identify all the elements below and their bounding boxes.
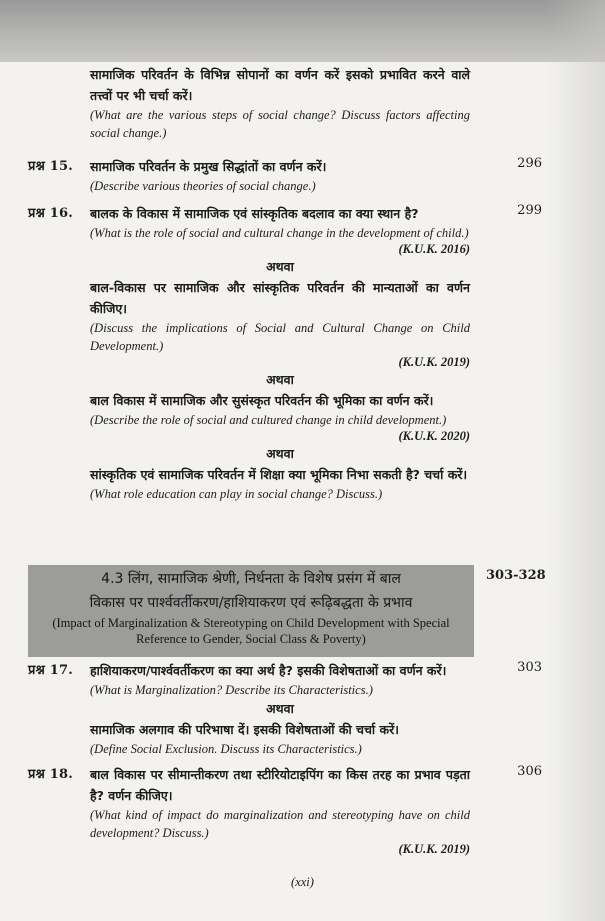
or-separator: अथवा (266, 372, 294, 387)
section-title-hindi-line2: विकास पर पार्श्ववर्तीकरण/हाशियाकरण एवं रूढ़िबद्धता के प्रभाव (89, 595, 413, 611)
reference-row (90, 242, 470, 257)
question-number: प्रश्न 16. (28, 206, 73, 221)
question-number: प्रश्न 17. (28, 663, 73, 678)
page-number: 296 (517, 156, 542, 171)
exam-reference: (K.U.K. 2019) (398, 355, 470, 369)
footer-page-number: (xxi) (291, 875, 314, 889)
question-hindi: सामाजिक परिवर्तन के विभिन्न सोपानों का वर्णन करें इसको प्रभावित करने वाले तत्त्वों पर भी चर्चा करें। (90, 67, 470, 103)
exam-reference: (K.U.K. 2020) (398, 429, 470, 443)
page-number: 306 (517, 764, 542, 779)
alternate-question-english: (Discuss the implications of Social and Cultural Change on Child Development.) (90, 321, 470, 353)
question-hindi: बाल विकास पर सीमान्तीकरण तथा स्टीरियोटाइपिंग का किस तरह का प्रभाव पड़ता है? वर्णन कीजिए। (90, 767, 470, 803)
alternate-question-english: (What role education can play in social change? Discuss.) (90, 487, 383, 501)
alternate-question-hindi: सांस्कृतिक एवं सामाजिक परिवर्तन में शिक्षा क्या भूमिका निभा सकती है? चर्चा करें। (90, 467, 468, 482)
question-number: प्रश्न 15. (28, 159, 73, 174)
question-number: प्रश्न 18. (28, 767, 73, 782)
question-english: (What is the role of social and cultural change in the development of child.) (90, 226, 469, 240)
reference-row (90, 355, 470, 370)
question-english-row (90, 224, 470, 242)
question-16 (28, 203, 542, 503)
question-english: (What kind of impact do marginalization and stereotyping have on child development? Discuss.) (90, 808, 470, 840)
page-top-shadow (0, 0, 605, 62)
toc-page-upper (28, 64, 542, 509)
alternate-question-english: (Describe the role of social and cultured change in child development.) (90, 413, 447, 427)
alternate-question-hindi: सामाजिक अलगाव की परिभाषा दें। इसकी विशेषताओं की चर्चा करें। (90, 722, 399, 737)
question-english: (What is Marginalization? Describe its Characteristics.) (90, 683, 373, 697)
question-english: (What are the various steps of social change? Discuss factors affecting social change.) (90, 108, 470, 140)
alternate-question-english: (Define Social Exclusion. Discuss its Characteristics.) (90, 742, 362, 756)
question-hindi: बालक के विकास में सामाजिक एवं सांस्कृतिक बदलाव का क्या स्थान है? (90, 206, 419, 221)
toc-page-lower (28, 660, 542, 863)
or-separator: अथवा (266, 446, 294, 461)
alternate-question-hindi: बाल विकास में सामाजिक और सुसंस्कृत परिवर्तन की भूमिका का वर्णन करें। (90, 393, 434, 408)
page-number: 299 (517, 203, 542, 218)
exam-reference: (K.U.K. 2016) (398, 242, 470, 256)
section-title-hindi-line1: 4.3 लिंग, सामाजिक श्रेणी, निर्धनता के विशेष प्रसंग में बाल (101, 571, 401, 587)
page-right-shadow (547, 0, 605, 921)
question-15 (28, 156, 542, 195)
section-heading-4-3 (28, 565, 474, 657)
section-title-english: (Impact of Marginalization & Stereotyping on Child Development with Special Reference to Gender, Social Class & Poverty) (52, 616, 450, 646)
or-separator: अथवा (266, 701, 294, 716)
question-english: (Describe various theories of social change.) (90, 179, 316, 193)
question-18 (28, 764, 542, 857)
alternate-question-hindi: बाल-विकास पर सामाजिक और सांस्कृतिक परिवर्तन की मान्यताओं का वर्णन कीजिए। (90, 280, 470, 316)
page-number: 303 (517, 660, 542, 675)
question-hindi: हाशियाकरण/पार्श्ववर्तीकरण का क्या अर्थ है? इसकी विशेषताओं का वर्णन करें। (90, 663, 447, 678)
question-continuation (28, 64, 538, 142)
reference-row (90, 429, 470, 444)
question-hindi: सामाजिक परिवर्तन के प्रमुख सिद्धांतों का वर्णन करें। (90, 159, 327, 174)
or-separator: अथवा (266, 259, 294, 274)
exam-reference: (K.U.K. 2019) (398, 842, 470, 856)
section-page-range: 303-328 (486, 568, 546, 583)
reference-row (90, 842, 470, 857)
question-17 (28, 660, 542, 758)
